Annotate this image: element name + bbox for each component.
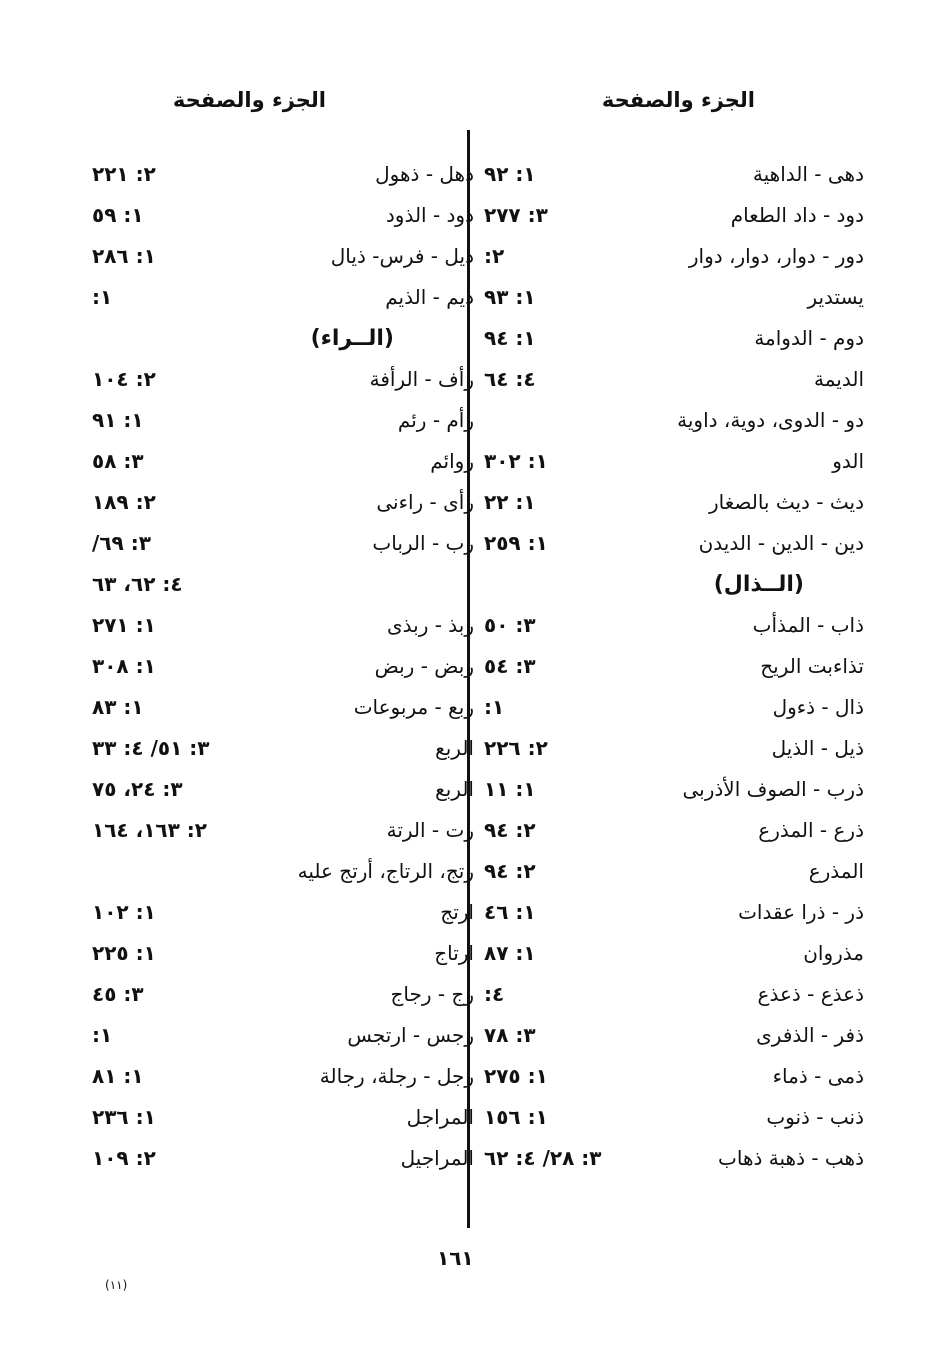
entry-reference: ١: ٩٣ [484, 285, 536, 309]
entry-reference: ١: ٢٨٦ [92, 244, 156, 268]
entry-term: ذاب - المذأب [752, 613, 864, 637]
entry-reference: ١: ١٠٢ [92, 900, 156, 924]
index-entry [484, 607, 864, 648]
index-entry [484, 402, 864, 443]
index-entry [92, 402, 484, 443]
entry-reference: ٣: ٧٨ [484, 1023, 536, 1047]
index-entry [484, 525, 864, 566]
entry-reference: ١: ٢٥٩ [484, 531, 548, 555]
index-entry [92, 771, 484, 812]
entry-reference: ٣: ٢٤، ٧٥ [92, 777, 183, 801]
entry-term: المذرع [808, 859, 864, 883]
entry-reference: ١: [484, 695, 505, 719]
entry-term: دهى - الداهية [752, 162, 864, 186]
entry-term: ذمى - ذماء [772, 1064, 864, 1088]
entry-term: رب - الرباب [372, 531, 474, 555]
index-entry [92, 361, 484, 402]
entry-reference: ١: ٩٤ [484, 326, 536, 350]
entry-reference: ٢: ١٠٩ [92, 1146, 156, 1170]
entry-term: ذفر - الذفرى [756, 1023, 864, 1047]
entry-reference: ١: ٩١ [92, 408, 144, 432]
entry-reference: ١: [92, 285, 113, 309]
entry-term: رت - الرتة [386, 818, 474, 842]
entry-term: مذروان [803, 941, 864, 965]
entry-term: الدو [832, 449, 864, 473]
entry-reference: ١: ٤٦ [484, 900, 536, 924]
section-heading-label: (الــذال) [713, 572, 804, 597]
entry-term: تذاءبت الريح [760, 654, 864, 678]
entry-reference: ٢: ٩٤ [484, 859, 536, 883]
entry-term: الربع [435, 777, 474, 801]
section-heading [484, 566, 864, 607]
index-entry [92, 1017, 484, 1058]
index-entry [92, 730, 484, 771]
index-entry [484, 1099, 864, 1140]
entry-reference: ١: ٢٧٥ [484, 1064, 548, 1088]
index-entry [92, 1140, 484, 1181]
entry-reference: ٢: ١٦٣، ١٦٤ [92, 818, 207, 842]
footer-note: (١١) [105, 1278, 128, 1292]
index-entry [484, 279, 864, 320]
entry-term: ارتاج [434, 941, 474, 965]
entry-reference: ٢: ٩٤ [484, 818, 536, 842]
index-entry [92, 1058, 484, 1099]
entry-term: ارتج [440, 900, 474, 924]
index-entry [92, 1099, 484, 1140]
entry-reference: ٣: ٢٧٧ [484, 203, 548, 227]
entry-term: ذر - ذرا عقدات [738, 900, 864, 924]
entry-reference: ١: ٨٣ [92, 695, 144, 719]
entry-term: ذهب - ذهبة ذهاب [718, 1146, 864, 1170]
entry-term: ذعذع - ذعذع [757, 982, 864, 1006]
index-entry [484, 812, 864, 853]
entry-term: ذهل - ذهول [375, 162, 474, 186]
entry-term: يستدير [807, 285, 864, 309]
entry-reference: ١: ٢٢ [484, 490, 536, 514]
index-entry [92, 853, 484, 894]
entry-term: ربع - مربوعات [353, 695, 474, 719]
entry-term: رج - رجاج [390, 982, 474, 1006]
index-entry [92, 894, 484, 935]
index-entry [484, 361, 864, 402]
entry-term: ذال - ذءول [772, 695, 864, 719]
index-entry [484, 1017, 864, 1058]
entry-term: رأم - رئم [397, 408, 474, 432]
left-column-header: الجزء والصفحة [172, 88, 326, 112]
entry-reference: ٣: ٥٨ [92, 449, 144, 473]
index-entry [92, 279, 484, 320]
index-entry [484, 894, 864, 935]
index-entry [484, 484, 864, 525]
index-entry [484, 689, 864, 730]
entry-reference: ٢: ١٨٩ [92, 490, 156, 514]
index-entry [92, 976, 484, 1017]
entry-reference: ٢: ١٠٤ [92, 367, 156, 391]
entry-term: المراجيل [400, 1146, 474, 1170]
entry-reference: ٢: ٢٢١ [92, 162, 156, 186]
entry-term: دين - الدين - الديدن [698, 531, 864, 555]
index-entry [92, 484, 484, 525]
index-entry [92, 443, 484, 484]
entry-term: ذرب - الصوف الأذربى [682, 777, 864, 801]
entry-term: دو - الدوى، دوية، داوية [677, 408, 864, 432]
entry-term: دوم - الدوامة [754, 326, 864, 350]
entry-term: دود - داد الطعام [730, 203, 864, 227]
entry-term: رجل - رجلة، رجالة [319, 1064, 474, 1088]
entry-reference: ٣: ٥١/ ٤: ٣٣ [92, 736, 210, 760]
page-number: ١٦١ [437, 1246, 474, 1270]
index-entry [484, 853, 864, 894]
entry-term: ديث - ديث بالصغار [708, 490, 864, 514]
entry-term: ذرع - المذرع [758, 818, 864, 842]
entry-term: ربذ - ربذى [386, 613, 474, 637]
entry-reference: ٣: ٦٩/ [92, 531, 151, 555]
entry-term: رجس - ارتجس [347, 1023, 474, 1047]
entry-reference: ٣: ٥٤ [484, 654, 536, 678]
index-entry [484, 935, 864, 976]
entry-reference: ١: [92, 1023, 113, 1047]
index-entry [92, 566, 484, 607]
right-index-column [484, 156, 864, 1181]
entry-term: روائم [430, 449, 474, 473]
entry-reference: ١: ١١ [484, 777, 536, 801]
entry-reference: ١: ٢٢٥ [92, 941, 156, 965]
index-entry [484, 1140, 864, 1181]
right-column-header: الجزء والصفحة [601, 88, 755, 112]
entry-reference: ١: ٢٣٦ [92, 1105, 156, 1129]
entry-reference: ١: ٨١ [92, 1064, 144, 1088]
index-entry [92, 238, 484, 279]
index-entry [92, 935, 484, 976]
index-entry [92, 525, 484, 566]
section-heading [92, 320, 484, 361]
entry-term: دور - دوار، دوار، دوار [688, 244, 864, 268]
index-entry [92, 812, 484, 853]
index-entry [484, 443, 864, 484]
entry-reference: ١: ٣٠٢ [484, 449, 548, 473]
index-entry [484, 771, 864, 812]
entry-reference: ١: ٥٩ [92, 203, 144, 227]
left-index-column [92, 156, 484, 1181]
entry-term: الديمة [814, 367, 864, 391]
index-entry [484, 238, 864, 279]
index-entry [92, 689, 484, 730]
index-entry [92, 156, 484, 197]
entry-term: ذود - الذود [385, 203, 474, 227]
index-entry [484, 730, 864, 771]
index-entry [484, 648, 864, 689]
entry-reference: ١: ٩٢ [484, 162, 536, 186]
entry-reference: ٤: [484, 982, 505, 1006]
entry-reference: ٣: ٢٨/ ٤: ٦٢ [484, 1146, 602, 1170]
index-entry [484, 320, 864, 361]
section-heading-label: (الــراء) [310, 326, 394, 351]
entry-reference: ١: ٢٧١ [92, 613, 156, 637]
index-entry [92, 607, 484, 648]
entry-term: الربع [435, 736, 474, 760]
entry-reference: ١: ٨٧ [484, 941, 536, 965]
entry-term: ذيل - الذيل [771, 736, 864, 760]
entry-term: رأف - الرأفة [369, 367, 474, 391]
index-entry [484, 156, 864, 197]
index-entry [92, 648, 484, 689]
entry-reference: ٣: ٥٠ [484, 613, 536, 637]
entry-reference: ٤: ٦٢، ٦٣ [92, 572, 183, 596]
index-entry [484, 1058, 864, 1099]
entry-term: ربض - ربض [374, 654, 474, 678]
index-entry [484, 976, 864, 1017]
entry-term: رتج، الرتاج، أرتج عليه [297, 859, 474, 883]
entry-term: ذنب - ذنوب [766, 1105, 864, 1129]
index-entry [92, 197, 484, 238]
index-entry [484, 197, 864, 238]
entry-reference: ١: ٣٠٨ [92, 654, 156, 678]
entry-term: المراجل [406, 1105, 474, 1129]
entry-term: ذيم - الذيم [385, 285, 474, 309]
entry-term: رأى - راءنى [376, 490, 474, 514]
entry-reference: ٤: ٦٤ [484, 367, 536, 391]
entry-reference: ٣: ٤٥ [92, 982, 144, 1006]
entry-reference: ٢: ٢٢٦ [484, 736, 548, 760]
entry-reference: ١: ١٥٦ [484, 1105, 548, 1129]
entry-reference: ٢: [484, 244, 505, 268]
entry-term: ذيل - فرس- ذيال [330, 244, 474, 268]
